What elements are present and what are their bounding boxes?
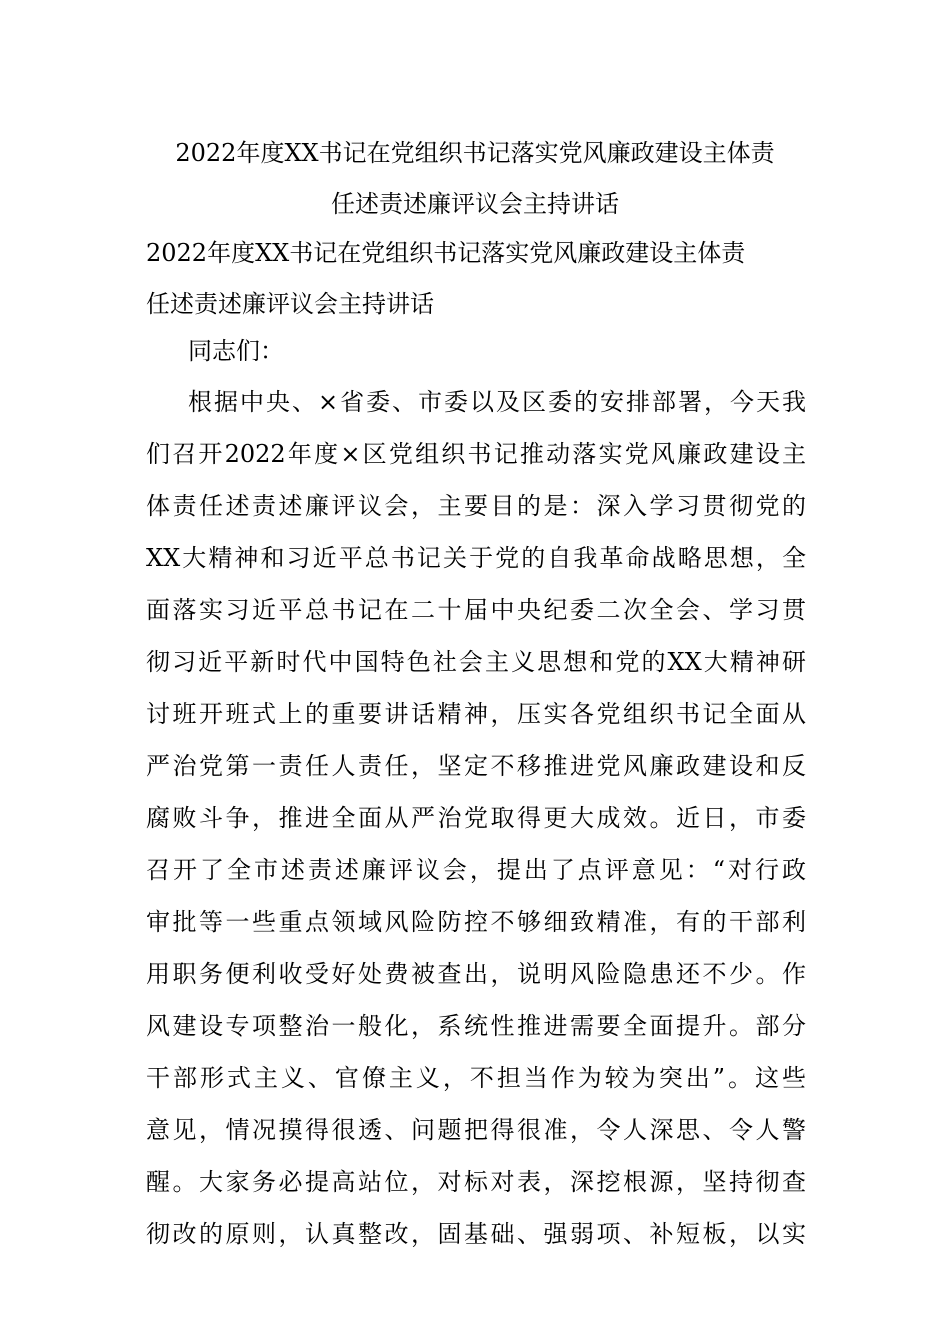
body-line: 风建设专项整治一般化，系统性推进需要全面提升。部分 — [146, 1012, 806, 1040]
body-line: XX大精神和习近平总书记关于党的自我革命战略思想，全 — [146, 544, 806, 572]
body-line: 彻改的原则，认真整改，固基础、强弱项、补短板，以实 — [146, 1220, 806, 1248]
body-line: 用职务便利收受好处费被查出，说明风险隐患还不少。作 — [146, 960, 806, 988]
body-line: 腐败斗争，推进全面从严治党取得更大成效。近日，市委 — [146, 804, 806, 832]
title-centered-line-1: 2022年度XX书记在党组织书记落实党风廉政建设主体责 — [175, 139, 775, 167]
body-line: 意见，情况摸得很透、问题把得很准，令人深思、令人警 — [146, 1116, 806, 1144]
body-line: 干部形式主义、官僚主义，不担当作为较为突出”。这些 — [146, 1064, 806, 1092]
body-paragraph — [146, 376, 806, 1260]
body-line: 讨班开班式上的重要讲话精神，压实各党组织书记全面从 — [146, 700, 806, 728]
document-title-repeated — [146, 228, 806, 330]
body-line: 根据中央、×省委、市委以及区委的安排部署，今天我 — [188, 388, 806, 416]
body-line: 醒。大家务必提高站位，对标对表，深挖根源，坚持彻查 — [146, 1168, 806, 1196]
body-line: 彻习近平新时代中国特色社会主义思想和党的XX大精神研 — [146, 648, 806, 676]
document-title-centered — [130, 128, 820, 230]
body-line: 审批等一些重点领域风险防控不够细致精准，有的干部利 — [146, 908, 806, 936]
body-line: 们召开2022年度×区党组织书记推动落实党风廉政建设主 — [146, 440, 806, 468]
body-line: 召开了全市述责述廉评议会，提出了点评意见：“对行政 — [146, 856, 806, 884]
title-centered-line-2: 任述责述廉评议会主持讲话 — [331, 190, 619, 218]
title-left-line-2: 任述责述廉评议会主持讲话 — [146, 290, 434, 318]
body-line: 面落实习近平总书记在二十届中央纪委二次全会、学习贯 — [146, 596, 806, 624]
title-left-line-1: 2022年度XX书记在党组织书记落实党风廉政建设主体责 — [146, 239, 746, 267]
greeting: 同志们： — [188, 337, 284, 365]
body-line: 严治党第一责任人责任，坚定不移推进党风廉政建设和反 — [146, 752, 806, 780]
body-line: 体责任述责述廉评议会，主要目的是：深入学习贯彻党的 — [146, 492, 806, 520]
